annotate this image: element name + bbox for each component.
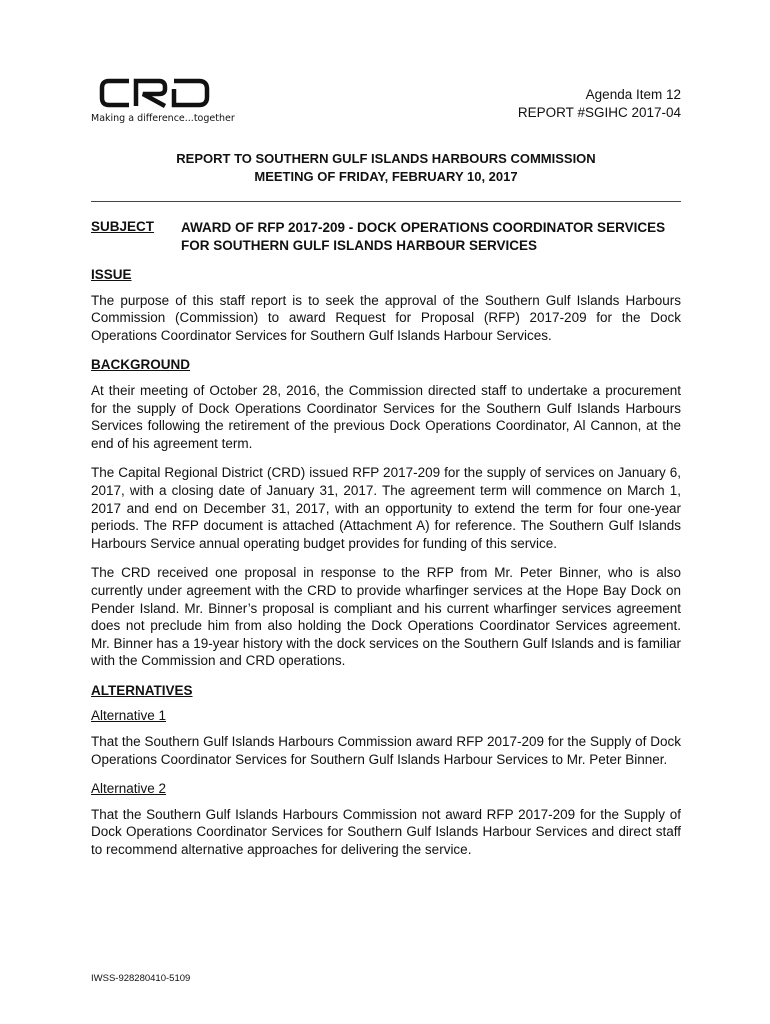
alternatives-heading: ALTERNATIVES (91, 682, 193, 698)
document-id: IWSS-928280410-5109 (91, 973, 191, 984)
report-body (91, 266, 681, 871)
agenda-item: Agenda Item 12 (585, 87, 681, 102)
agenda-block (518, 86, 681, 122)
background-heading: BACKGROUND (91, 357, 190, 373)
background-paragraph-2: The Capital Regional District (CRD) issued RFP 2017-209 for the supply of services on January 6, 2017, with a closing date of January 31, 2017. The agreement term will commence on March 1, 2017 and end on December 31, 2017, with an opportunity to extend the term for four one-year periods. The RFP document is attached (Attachment A) for reference. The Southern Gulf Islands Harbours Service annual operating budget provides for funding of this service. (91, 465, 681, 551)
crd-logo (91, 78, 235, 128)
alternative-1-label: Alternative 1 (91, 708, 167, 724)
report-title-line-1: REPORT TO SOUTHERN GULF ISLANDS HARBOURS COMMISSION (176, 151, 596, 166)
subject-text: AWARD OF RFP 2017-209 - DOCK OPERATIONS COORDINATOR SERVICES FOR SOUTHERN GULF ISLANDS HARBOUR SERVICES (181, 220, 666, 253)
report-title (91, 150, 681, 186)
title-divider (91, 201, 681, 202)
background-paragraph-3: The CRD received one proposal in response to the RFP from Mr. Peter Binner, who is also currently under agreement with the CRD to provide wharfinger services at the Hope Bay Dock on Pender Island. Mr. Binner’s proposal is compliant and his current wharfinger services agreement does not preclude him from also holding the Dock Operations Coordinator Services agreement. Mr. Binner has a 19-year history with the dock services on the Southern Gulf Islands and is familiar with the Commission and CRD operations. (91, 565, 681, 669)
issue-heading: ISSUE (91, 267, 132, 282)
alternative-2-text: That the Southern Gulf Islands Harbours Commission not award RFP 2017-209 for the Supply of Dock Operations Coordinator Services for Southern Gulf Islands Harbour Services and direct staff to recommend alternative approaches for delivering the service. (91, 806, 681, 858)
report-title-line-2: MEETING OF FRIDAY, FEBRUARY 10, 2017 (254, 169, 518, 184)
logo-tagline: Making a difference...together (91, 113, 235, 124)
background-paragraph-1: At their meeting of October 28, 2016, the Commission directed staff to undertake a procurement for the supply of Dock Operations Coordinator Services for the Southern Gulf Islands Harbours Services following the retirement of the previous Dock Operations Coordinator, Al Cannon, at the end of his agreement term. (91, 382, 681, 451)
subject-label: SUBJECT (91, 219, 155, 234)
alternative-2-label: Alternative 2 (91, 781, 167, 797)
alternative-1-text: That the Southern Gulf Islands Harbours Commission award RFP 2017-209 for the Supply of Dock Operations Coordinator Services for Southern Gulf Islands Harbour Services to Mr. Peter Binner. (91, 734, 681, 767)
issue-paragraph: The purpose of this staff report is to seek the approval of the Southern Gulf Islands Harbours Commission (Commission) to award Request for Proposal (RFP) 2017-209 for the Dock Operations Coordinator Services for Southern Gulf Islands Harbour Services. (91, 292, 681, 343)
crd-logo-icon (99, 78, 211, 108)
document-page (91, 0, 681, 1024)
report-number: REPORT #SGIHC 2017-04 (517, 105, 681, 120)
